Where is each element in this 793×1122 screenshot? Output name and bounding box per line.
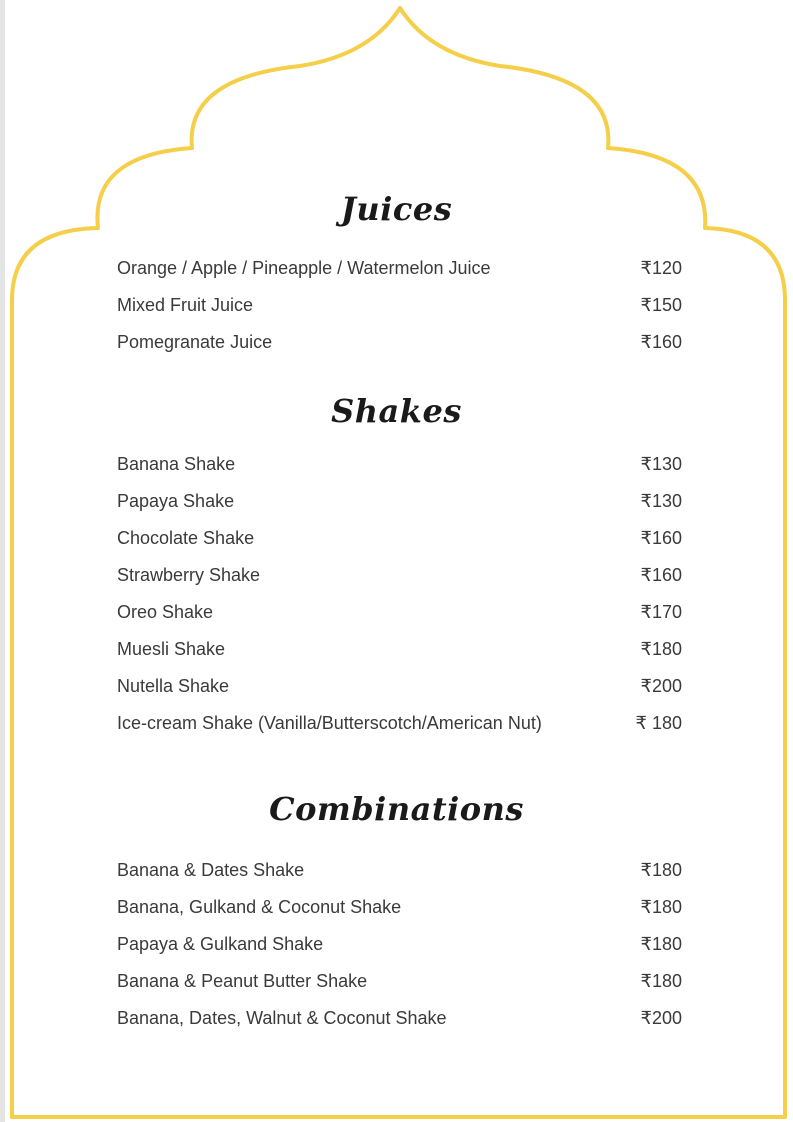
menu-item-name: Banana, Dates, Walnut & Coconut Shake	[117, 1008, 447, 1028]
menu-item-name: Nutella Shake	[117, 676, 230, 696]
menu-item	[117, 490, 682, 527]
menu-item-name: Banana Shake	[117, 454, 236, 474]
menu-item	[117, 712, 682, 749]
menu-item	[117, 294, 682, 331]
menu-item-price: ₹180	[640, 971, 682, 991]
menu-item-name: Oreo Shake	[117, 602, 214, 622]
menu-item-price: ₹180	[640, 639, 682, 659]
menu-item	[117, 601, 682, 638]
menu-item	[117, 859, 682, 896]
menu-item-price: ₹ 180	[635, 713, 682, 733]
menu-item	[117, 933, 682, 970]
menu-item-name: Papaya & Gulkand Shake	[117, 934, 324, 954]
juices-heading: Juices	[340, 190, 453, 228]
menu-item	[117, 527, 682, 564]
menu-item-price: ₹130	[640, 491, 682, 511]
menu-item-name: Banana, Gulkand & Coconut Shake	[117, 897, 402, 917]
menu-item-price: ₹160	[640, 565, 682, 585]
combinations-list	[117, 859, 682, 1044]
menu-item-price: ₹130	[640, 454, 682, 474]
menu-item	[117, 970, 682, 1007]
menu-item-price: ₹150	[640, 295, 682, 315]
menu-item	[117, 564, 682, 601]
menu-item-price: ₹170	[640, 602, 682, 622]
juices-list	[117, 257, 682, 368]
menu-item-name: Mixed Fruit Juice	[117, 295, 254, 315]
menu-item-name: Muesli Shake	[117, 639, 226, 659]
menu-item-name: Pomegranate Juice	[117, 332, 273, 352]
menu-item	[117, 1007, 682, 1044]
menu-item-price: ₹120	[640, 258, 682, 278]
menu-item	[117, 453, 682, 490]
shakes-heading: Shakes	[331, 392, 462, 430]
menu-item-name: Banana & Peanut Butter Shake	[117, 971, 368, 991]
menu-item-price: ₹180	[640, 897, 682, 917]
menu-item-price: ₹180	[640, 860, 682, 880]
menu-item-price: ₹180	[640, 934, 682, 954]
menu-item	[117, 331, 682, 368]
menu-item-name: Strawberry Shake	[117, 565, 261, 585]
menu-item	[117, 896, 682, 933]
menu-item	[117, 638, 682, 675]
menu-item	[117, 675, 682, 712]
menu-item-name: Banana & Dates Shake	[117, 860, 305, 880]
shakes-list	[117, 453, 682, 749]
menu-item-price: ₹160	[640, 528, 682, 548]
menu-item-price: ₹200	[640, 1008, 682, 1028]
menu-item-name: Orange / Apple / Pineapple / Watermelon Juice	[117, 258, 491, 278]
menu-item-name: Ice-cream Shake (Vanilla/Butterscotch/American Nut)	[117, 713, 542, 733]
combinations-heading: Combinations	[269, 790, 524, 828]
menu-item-name: Papaya Shake	[117, 491, 235, 511]
menu-item-name: Chocolate Shake	[117, 528, 255, 548]
menu-item-price: ₹160	[640, 332, 682, 352]
menu-item-price: ₹200	[640, 676, 682, 696]
menu-item	[117, 257, 682, 294]
